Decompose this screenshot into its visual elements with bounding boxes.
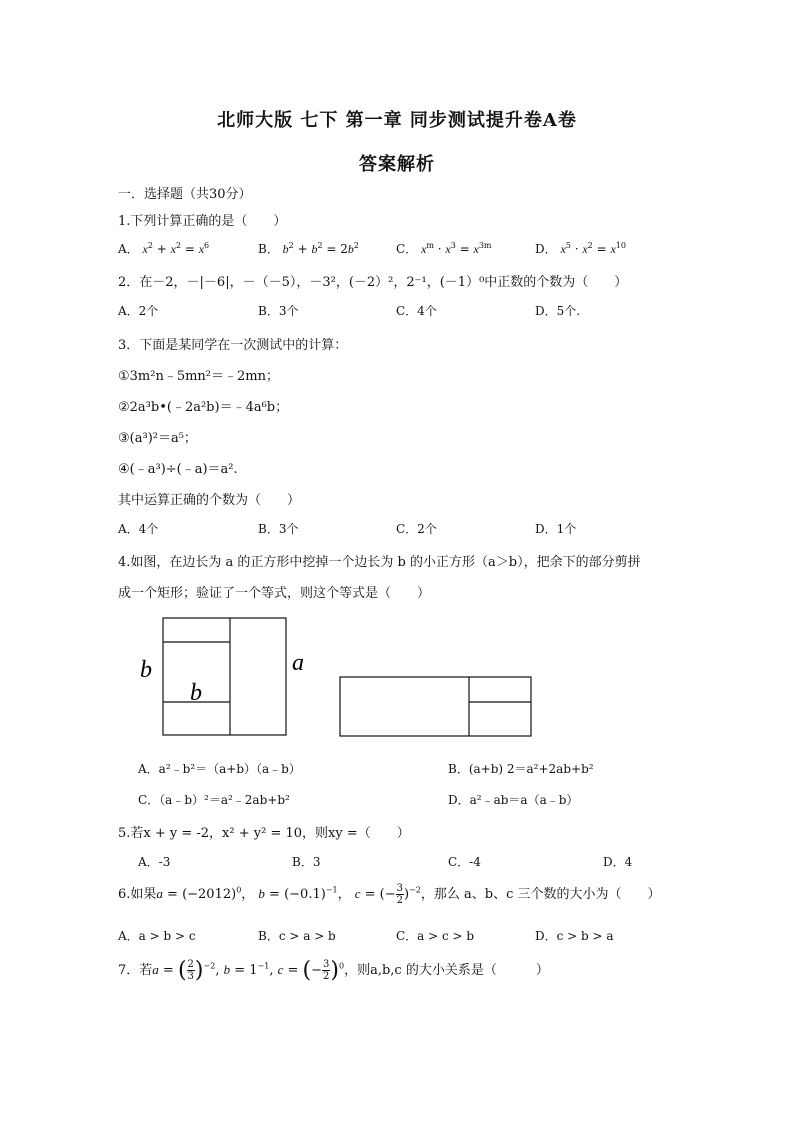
q1-stem: 1.下列计算正确的是（ ） [118,214,287,229]
q3-option-b: B．3个 [258,522,299,536]
rearranged-rectangle [340,677,531,736]
section-heading: 一．选择题（共30分） [118,187,252,202]
q1-option-c: C． $x^m \cdot x^3 = x^{3m}$ [396,241,492,256]
q4-option-a: A．a²﹣b²＝（a+b）（a﹣b） [138,762,301,776]
document-subtitle: 答案解析 [359,154,435,175]
q4-stem-line2: 成一个矩形；验证了一个等式，则这个等式是（ ） [118,586,431,601]
q7-stem: 7．若a = ( $\frac{2}{3}$ )$^{-2}$, $b = 1^{-1}$, c = (− $\frac{3}{2}$ )$^0$，则a,b,c 的大小关系是（ ） [118,958,549,983]
q3-stem: 3．下面是某同学在一次测试中的计算： [118,338,348,353]
q3-ask: 其中运算正确的个数为（ ） [118,493,301,508]
q3-item-2: ②2a³b•(﹣2a²b)＝﹣4a⁶b； [118,400,289,415]
q5-stem: 5.若x + y = -2，x² + y² = 10，则xy =（ ） [118,826,410,841]
q3-option-d: D．1个 [535,522,577,536]
q4-figure [130,610,550,745]
q6-option-b: B．c > a > b [258,929,336,943]
label-b-left: b [140,657,152,683]
q4-option-d: D．a²﹣ab＝a（a﹣b） [448,793,579,807]
q4-option-b: B．(a+b) 2＝a²+2ab+b² [448,762,594,776]
label-a-right: a [292,650,304,676]
q2-option-d: D．5个. [535,304,581,318]
q6-option-c: C．a > c > b [396,929,475,943]
q1-option-d: D． $x^5 \cdot x^2 = x^{10}$ [535,241,626,256]
q2-option-a: A．2个 [118,304,159,318]
q2-option-b: B．3个 [258,304,299,318]
label-b-inner: b [190,680,202,706]
q4-stem-line1: 4.如图，在边长为 a 的正方形中挖掉一个边长为 b 的小正方形（a＞b），把余下的部分剪拼 [118,555,641,570]
q5-option-b: B．3 [292,855,321,869]
q6-stem: 6.如果$a = (-2012)^0$， $b = (-0.1)^{-1}$， c = (− $\frac{3}{2}$ )$^{-2}$，那么 a、b、c 三个数的大小为（ ） [118,883,661,906]
q4-option-c: C．（a﹣b）²＝a²﹣2ab+b² [138,793,290,807]
q1-option-b: B． $b^2 + b^2 = 2b^2$ [258,241,359,256]
q2-stem: 2．在－2，－|－6|，－（－5），－3²，(－2）²，2⁻¹，(－1）⁰中正数的个数为（ ） [118,275,628,290]
q5-option-d: D．4 [603,855,633,869]
q3-option-a: A．4个 [118,522,159,536]
q3-item-4: ④(﹣a³)÷(﹣a)＝a². [118,462,238,477]
q6-option-a: A．a > b > c [118,929,196,943]
q5-option-c: C．-4 [448,855,481,869]
q5-option-a: A．-3 [138,855,171,869]
q6-option-d: D．c > b > a [535,929,614,943]
q1-option-a: A． $x^2 + x^2 = x^6$ [118,241,210,256]
q3-item-1: ①3m²n﹣5mn²＝﹣2mn； [118,369,279,384]
big-square [163,618,286,735]
q3-item-3: ③(a³)²＝a⁵； [118,431,197,446]
document-title: 北师大版 七下 第一章 同步测试提升卷A卷 [217,110,577,131]
q3-option-c: C．2个 [396,522,437,536]
q2-option-c: C．4个 [396,304,437,318]
